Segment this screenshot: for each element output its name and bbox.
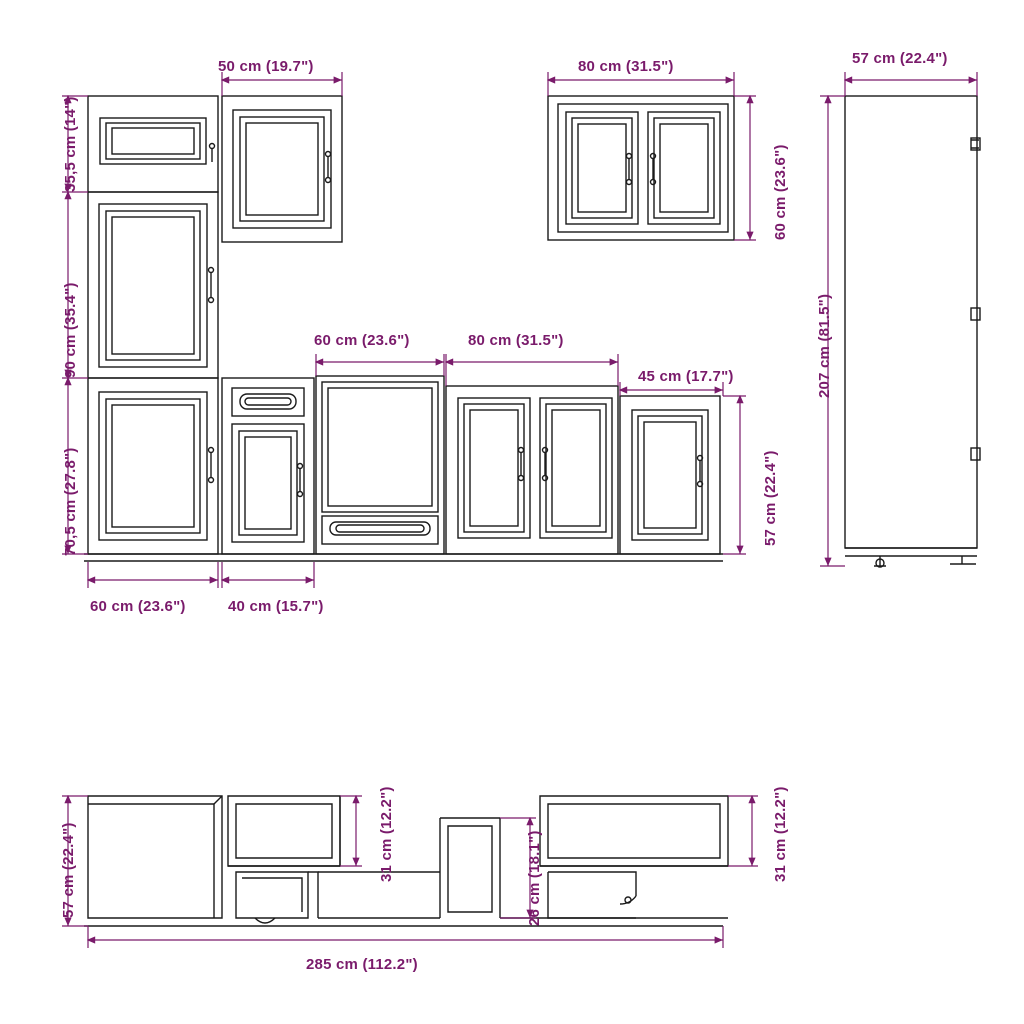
dim-base-unit-height: 70,5 cm (27.8") (62, 447, 79, 556)
dim-plan-depth-31-left: 31 cm (12.2") (378, 786, 395, 882)
dim-base-unit-height-57: 57 cm (22.4") (762, 450, 779, 546)
dim-plan-depth-31-right: 31 cm (12.2") (772, 786, 789, 882)
dim-bottom-width-40: 40 cm (15.7") (228, 598, 324, 615)
dim-tall-unit-mid-height: 90 cm (35.4") (62, 282, 79, 378)
dim-bottom-width-60: 60 cm (23.6") (90, 598, 186, 615)
dim-base-unit-width-80: 80 cm (31.5") (468, 332, 564, 349)
dim-base-unit-width-45: 45 cm (17.7") (638, 368, 734, 385)
dim-wall-cabinet-height-60: 60 cm (23.6") (772, 144, 789, 240)
dim-plan-depth-57: 57 cm (22.4") (60, 822, 77, 918)
dim-wall-cabinet-width-80: 80 cm (31.5") (578, 58, 674, 75)
dim-sink-unit-width-60: 60 cm (23.6") (314, 332, 410, 349)
dim-plan-depth-26: 26 cm (18.1") (526, 830, 543, 926)
dim-wall-unit-top-height: 35,5 cm (14") (62, 96, 79, 192)
dim-wall-cabinet-width-50: 50 cm (19.7") (218, 58, 314, 75)
dim-side-depth-57: 57 cm (22.4") (852, 50, 948, 67)
dim-side-height-207: 207 cm (81.5") (816, 293, 833, 398)
dim-plan-total-width-285: 285 cm (112.2") (306, 956, 418, 973)
